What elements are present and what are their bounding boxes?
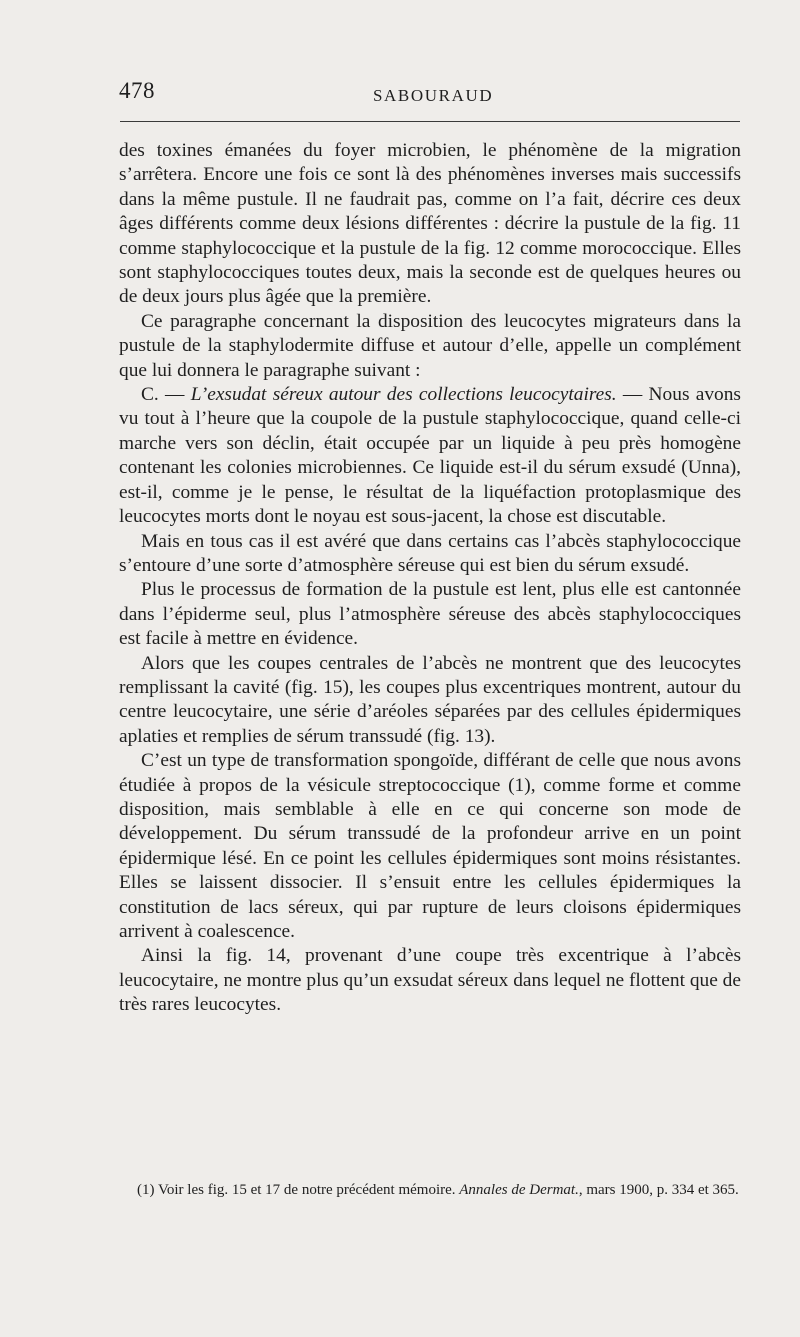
section-text: — Nous avons vu tout à l’heure que la coupole de la pustule staphylococcique, quand celle-ci marche vers son déclin, était occupée par un liquide à peu près homogène contenant les colonies microbiennes. Ce liquide est-il du sérum exsudé (Unna), est-il, comme je le pense, le résultat de la liquéfaction protoplasmique des leucocytes morts dont le noyau est sous-jacent, la chose est discutable. <box>119 384 741 528</box>
header-rule <box>120 121 740 122</box>
section-title: L’exsudat séreux autour des collections leucocytaires. <box>190 384 617 406</box>
paragraph: des toxines émanées du foyer microbien, le phénomène de la migration s’arrêtera. Encore une fois ce sont là des phénomènes inverses mais successifs dans la même pustule. Il ne faudrait pas, comme on l’a fait, décrire ces deux âges différents comme deux lésions différentes : décrire la pustule de la fig. 11 comme staphylococcique et la pustule de la fig. 12 comme morococcique. Elles sont staphylococciques toutes deux, mais la seconde est de quelques heures ou de deux jours plus âgée que la première. <box>119 140 741 308</box>
page-number: 478 <box>119 78 155 103</box>
section-paragraph <box>119 383 741 529</box>
paragraph: Alors que les coupes centrales de l’abcès ne montrent que des leucocytes remplissant la cavité (fig. 15), les coupes plus excentriques montrent, autour du centre leucocytaire, une série d’aréoles séparées par des cellules épidermiques aplaties et remplies de sérum transsudé (fig. 13). <box>119 652 741 747</box>
paragraph: Ce paragraphe concernant la disposition des leucocytes migrateurs dans la pustule de la staphylodermite diffuse et autour d’elle, appelle un complément que lui donnera le paragraphe suivant : <box>119 310 741 381</box>
paragraph: Mais en tous cas il est avéré que dans certains cas l’abcès staphylococcique s’entoure d’une sorte d’atmosphère séreuse qui est bien du sérum exsudé. <box>119 530 741 576</box>
paragraph: Plus le processus de formation de la pustule est lent, plus elle est cantonnée dans l’épiderme seul, plus l’atmosphère séreuse des abcès staphylococciques est facile à mettre en évidence. <box>119 579 741 650</box>
running-head: SABOURAUD <box>373 86 494 105</box>
footnote <box>119 1180 741 1200</box>
footnote-journal: Annales de Dermat. <box>459 1182 579 1198</box>
section-lead: C. — <box>141 384 191 406</box>
footnote-lead: (1) Voir les fig. 15 et 17 de notre précédent mémoire. <box>137 1182 460 1198</box>
footnote-rest: , mars 1900, p. 334 et 365. <box>578 1182 739 1198</box>
paragraph: C’est un type de transformation spongoïde, différant de celle que nous avons étudiée à propos de la vésicule streptococcique (1), comme forme et comme disposition, mais semblable à elle en ce qui concerne son mode de développement. Du sérum transsudé de la profondeur arrive en un point épidermique lésé. En ce point les cellules épidermiques sont moins résistantes. Elles se laissent dissocier. Il s’ensuit entre les cellules épidermiques la constitution de lacs séreux, qui par rupture de leurs cloisons épidermiques arrivent à coalescence. <box>119 750 741 942</box>
body-text <box>119 139 741 1018</box>
paragraph: Ainsi la fig. 14, provenant d’une coupe très excentrique à l’abcès leucocytaire, ne montre plus qu’un exsudat séreux dans lequel ne flottent que de très rares leucocytes. <box>119 945 741 1016</box>
